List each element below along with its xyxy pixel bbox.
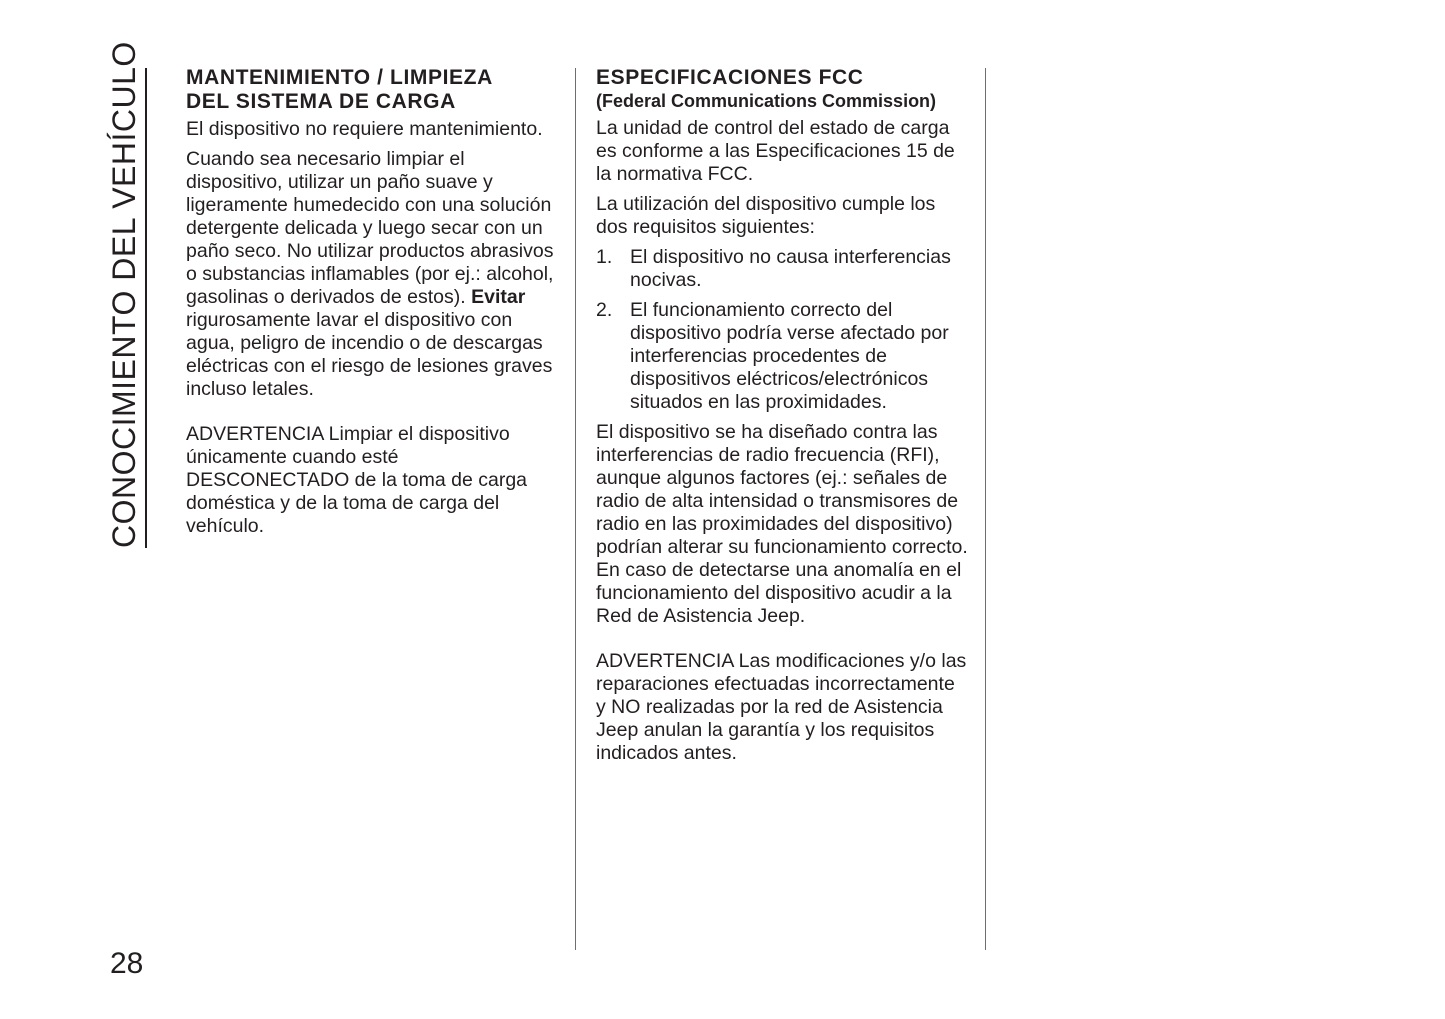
maintenance-heading-line1: MANTENIMIENTO / LIMPIEZA [186, 66, 493, 89]
maintenance-paragraph-2-end: rigurosamente lavar el dispositivo con agua, peligro de incendio o de descargas eléctricas con el riesgo de lesiones graves incluso letales. [186, 309, 553, 400]
fcc-heading: ESPECIFICACIONES FCC [596, 66, 864, 89]
page-number: 28 [110, 947, 144, 980]
fcc-requirements-list [596, 246, 968, 414]
fcc-paragraph-3: El dispositivo se ha diseñado contra las interferencias de radio frecuencia (RFI), aunque algunos factores (ej.: señales de radio de alta intensidad o transmisores de radio en las proximidades del dispositivo) podrían alterar su funcionamiento correcto. En caso de detectarse una anomalía en el funcionamiento del dispositivo acudir a la Red de Asistencia Jeep. [596, 421, 968, 627]
section-side-title: CONOCIMIENTO DEL VEHÍCULO [106, 41, 142, 548]
maintenance-paragraph-2-start: Cuando sea necesario limpiar el dispositivo, utilizar un paño suave y ligeramente humedecido con una solución detergente delicada y luego secar con un paño seco. No utilizar productos abrasivos o substancias inflamables (por ej.: alcohol, gasolinas o derivados de estos). [186, 148, 554, 308]
list-item-text: El funcionamiento correcto del dispositivo podría verse afectado por interferencias procedentes de dispositivos eléctricos/electrónicos situados en las proximidades. [630, 299, 949, 413]
maintenance-heading [186, 66, 558, 114]
fcc-paragraph-2: La utilización del dispositivo cumple los dos requisitos siguientes: [596, 193, 936, 238]
left-column [186, 66, 558, 545]
maintenance-emphasis: Evitar [471, 286, 526, 308]
maintenance-warning: ADVERTENCIA Limpiar el dispositivo únicamente cuando esté DESCONECTADO de la toma de carga doméstica y de la toma de carga del vehículo. [186, 423, 528, 537]
list-item [596, 299, 968, 414]
fcc-subheading: (Federal Communications Commission) [596, 91, 937, 111]
column-divider-1 [575, 68, 576, 950]
maintenance-paragraph-2 [186, 148, 558, 401]
list-item [596, 246, 968, 292]
fcc-paragraph-1: La unidad de control del estado de carga es conforme a las Especificaciones 15 de la normativa FCC. [596, 117, 955, 185]
right-column [596, 66, 968, 772]
maintenance-paragraph-1: El dispositivo no requiere mantenimiento. [186, 118, 543, 140]
fcc-warning: ADVERTENCIA Las modificaciones y/o las reparaciones efectuadas incorrectamente y NO realizadas por la red de Asistencia Jeep anulan la garantía y los requisitos indicados antes. [596, 650, 967, 764]
list-item-number: 1. [596, 246, 613, 268]
list-item-text: El dispositivo no causa interferencias nocivas. [630, 246, 951, 291]
column-divider-2 [985, 68, 986, 950]
list-item-number: 2. [596, 299, 613, 321]
maintenance-heading-line2: DEL SISTEMA DE CARGA [186, 90, 456, 113]
side-title-rule [145, 68, 147, 548]
